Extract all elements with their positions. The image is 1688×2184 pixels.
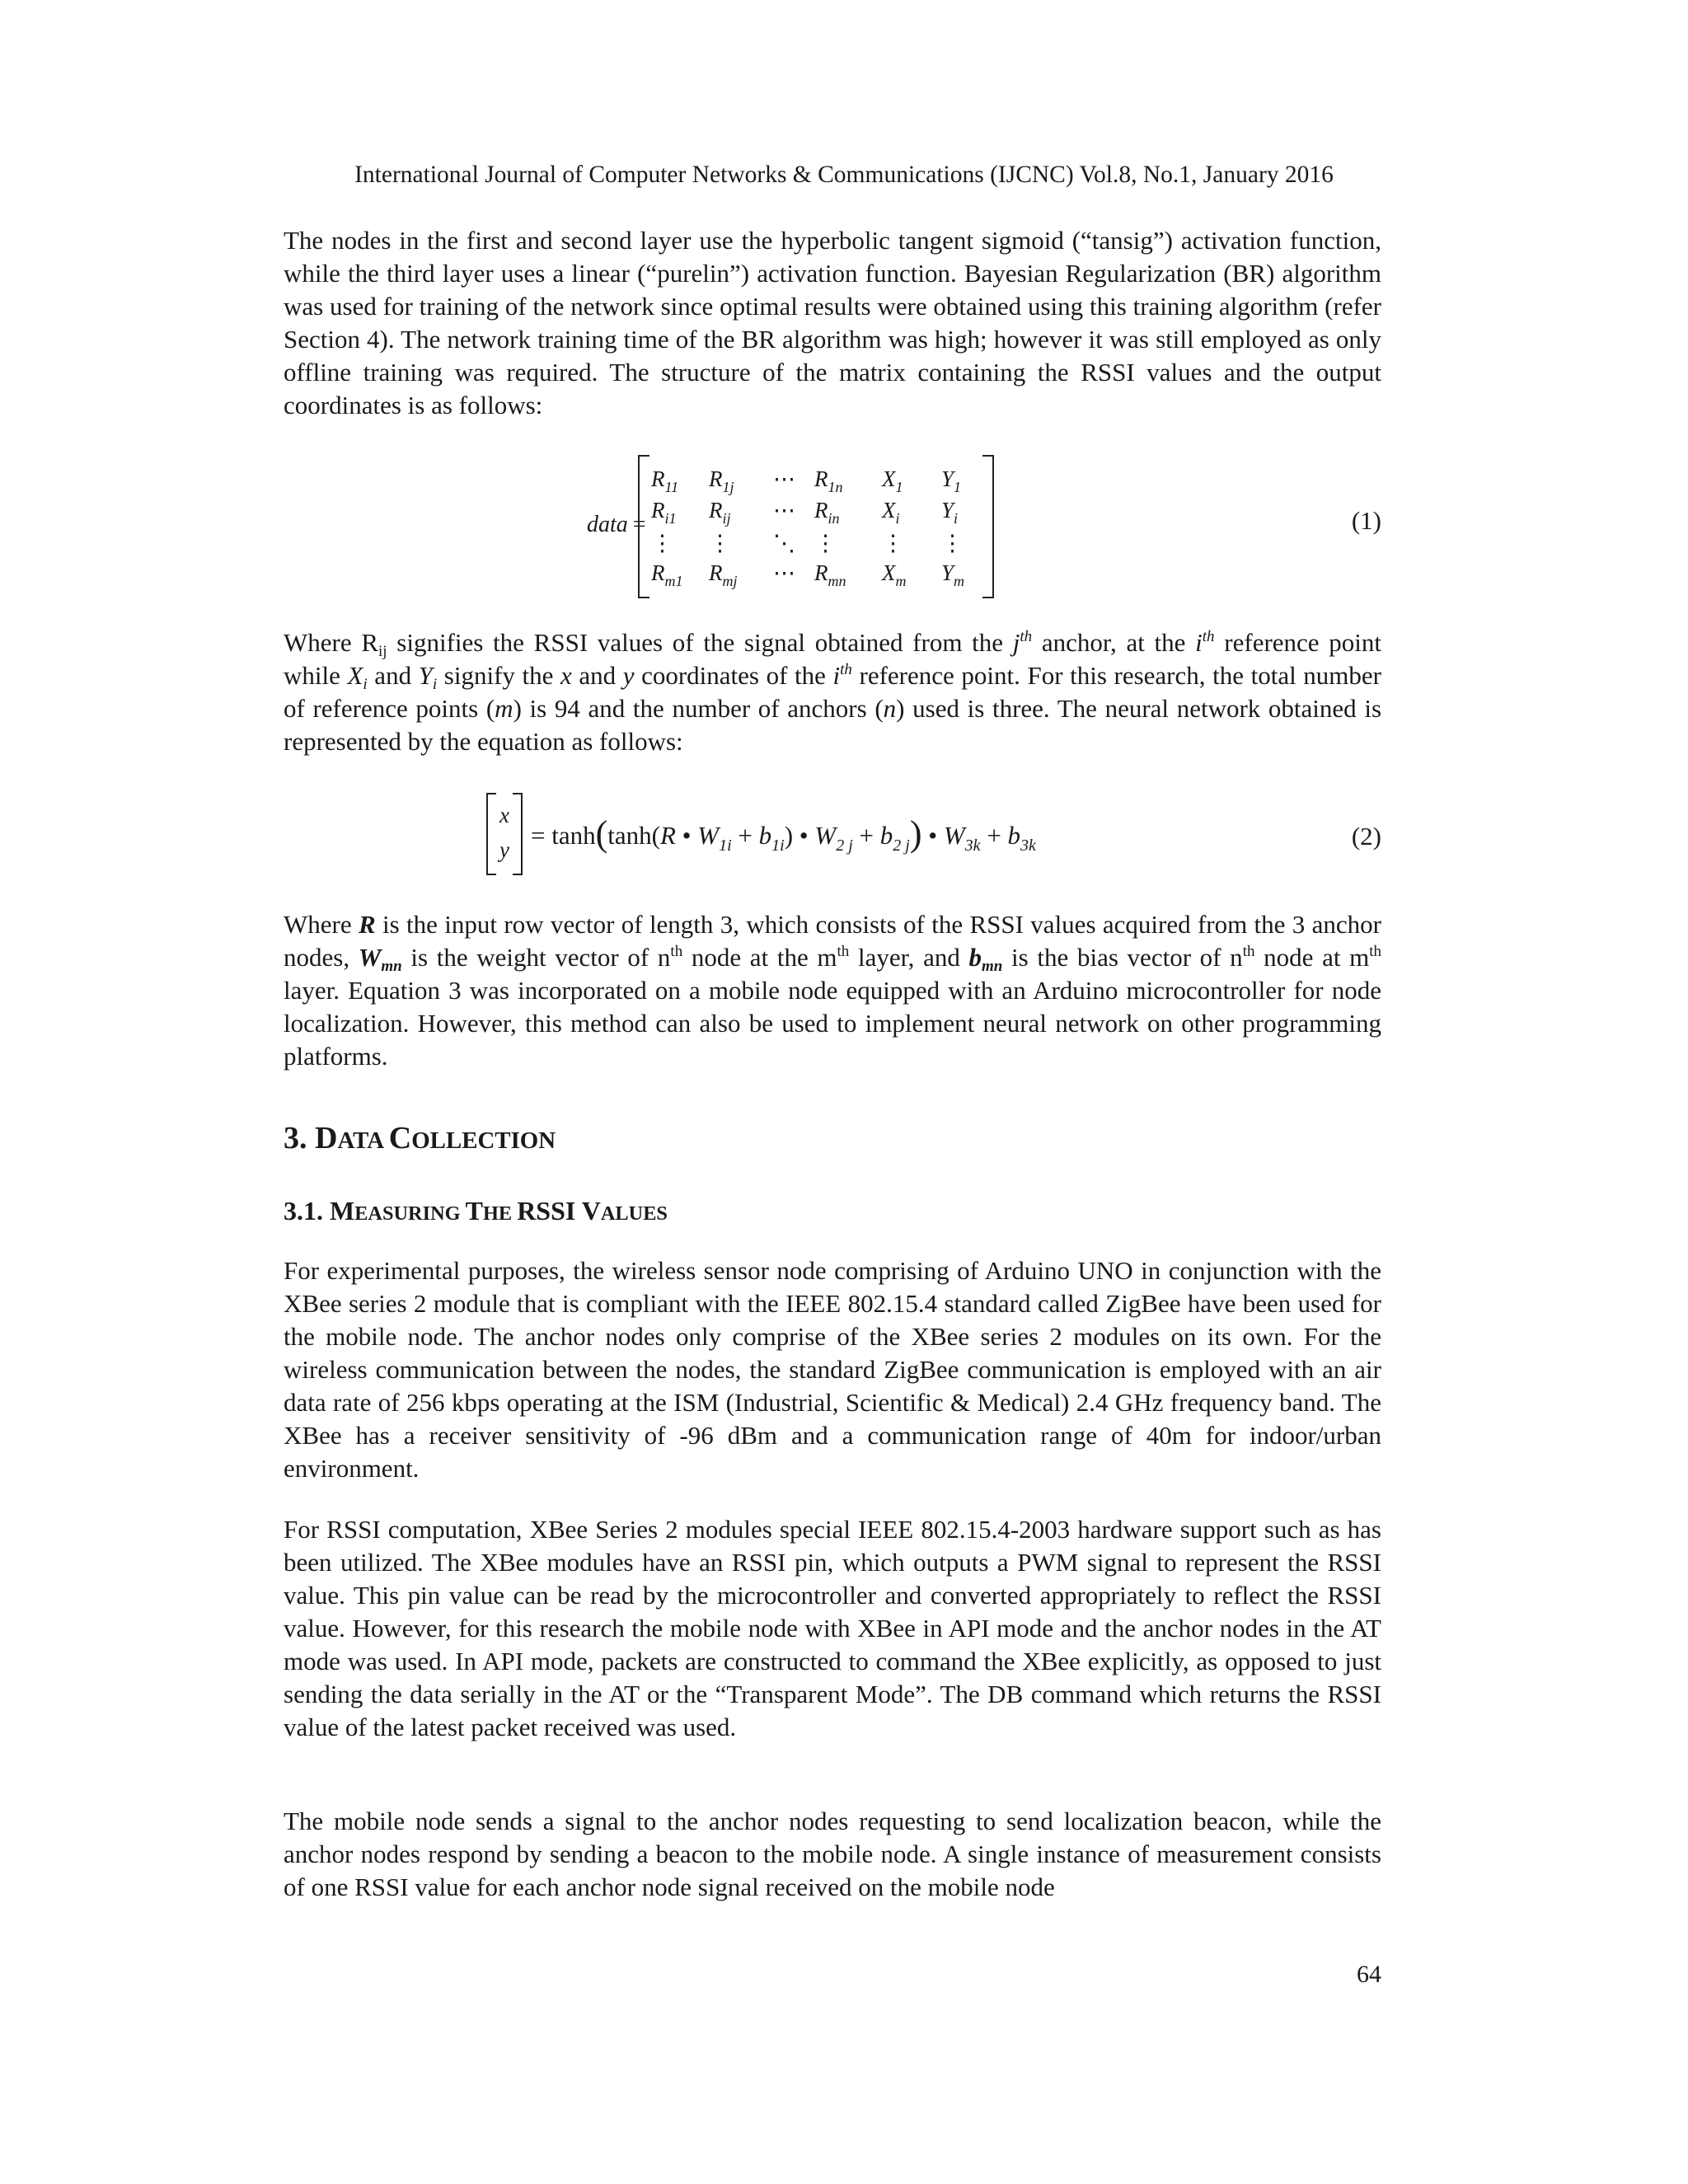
subsection-heading: 3.1. MEASURING THE RSSI VALUES: [284, 1196, 668, 1226]
matrix-cell-base: ⋯: [773, 560, 795, 585]
matrix-cell-subscript: i: [954, 510, 959, 527]
matrix-cell-base: ⋱: [773, 531, 795, 555]
matrix-cell: [709, 466, 734, 495]
matrix-cell-base: X: [882, 466, 896, 491]
equation-1-lhs-var: data: [587, 512, 628, 537]
matrix-cell-base: ⋮: [651, 531, 673, 555]
matrix-cell-base: R: [814, 498, 828, 523]
matrix-cell-base: ⋯: [773, 498, 795, 523]
page-number: 64: [1357, 1961, 1381, 1988]
matrix-cell: [814, 466, 843, 495]
matrix-cell: [773, 560, 795, 585]
matrix-cell-base: ⋮: [814, 531, 837, 555]
matrix-cell-base: R: [709, 466, 723, 491]
matrix-cell-base: R: [651, 560, 665, 585]
equation-2-rhs: = tanh(tanh(R • $W_{1i} + b_{1i}$) • $W_{2 j} + b_{2 j}$) • $W_{3k} + b_{3k}$: [531, 813, 1036, 855]
equation-1-number: (1): [1351, 506, 1381, 535]
matrix-cell-subscript: i: [895, 510, 900, 527]
matrix-cell-subscript: mj: [722, 573, 738, 589]
matrix-cell: [773, 498, 795, 523]
matrix-cell: [882, 531, 904, 555]
matrix-cell: [651, 560, 683, 589]
matrix-cell-subscript: i1: [664, 510, 677, 527]
matrix-cell-subscript: mn: [828, 573, 846, 589]
output-coordinate-vector: [486, 793, 523, 872]
matrix-cell-subscript: 1j: [722, 479, 734, 495]
matrix-cell: [941, 560, 965, 589]
matrix-cell: [882, 466, 903, 495]
matrix-cell: [814, 498, 840, 527]
matrix-right-bracket: [982, 455, 994, 598]
matrix-cell-subscript: m1: [664, 573, 683, 589]
matrix-cell: [814, 560, 846, 589]
matrix-cell-base: R: [709, 498, 723, 523]
equation-2-number: (2): [1351, 822, 1381, 851]
matrix-cell: [709, 560, 738, 589]
matrix-cell-base: X: [882, 560, 896, 585]
matrix-cell-subscript: 1n: [828, 479, 843, 495]
vector-x: x: [499, 803, 509, 827]
matrix-cell: [651, 531, 673, 555]
matrix-cell: [651, 466, 679, 495]
equation-1-equals: =: [632, 512, 646, 537]
paragraph-measurement-process: The mobile node sends a signal to the anchor nodes requesting to send localization beacon, while the anchor nodes respond by sending a beacon to the mobile node. A single instance of measurement consists of one RSSI value for each anchor node signal received on the mobile node: [284, 1807, 1381, 1901]
rssi-data-matrix: [638, 455, 994, 595]
paragraph-rssi-computation: For RSSI computation, XBee Series 2 modules special IEEE 802.15.4-2003 hardware support such as has been utilized. The XBee modules have an RSSI pin, which outputs a PWM signal to represent the RSSI value. This pin value can be read by the microcontroller and converted appropriately to reflect the RSSI value. However, for this research the mobile node with XBee in API mode and the anchor nodes in the AT mode was used. In API mode, packets are constructed to command the XBee explicitly, as opposed to just sending the data serially in the AT or the “Transparent Mode”. The DB command which returns the RSSI value of the latest packet received was used.: [284, 1515, 1381, 1741]
matrix-cell-base: R: [651, 498, 665, 523]
matrix-cell-base: ⋮: [941, 531, 964, 555]
matrix-cell-subscript: m: [895, 573, 907, 589]
paragraph-matrix-definition: Where $R_{ij}$ signifies the RSSI values of the signal obtained from the $j^{th}$ anchor, at the $i^{th}$ reference point while $X_i$ and $Y_i$ signify the x and y coordinates of the $i^{th}$ reference point. For this research, the total number of reference points (m) is 94 and the number of anchors (n) used is three. The neural network obtained is represented by the equation as follows:: [284, 628, 1382, 756]
matrix-cell-subscript: m: [954, 573, 965, 589]
matrix-cell-subscript: 11: [664, 479, 679, 495]
matrix-cell: [773, 466, 795, 491]
matrix-cell-base: Y: [941, 466, 954, 491]
equation-1-lhs: [587, 509, 646, 541]
paragraph-activation-functions: The nodes in the first and second layer use the hyperbolic tangent sigmoid (“tansig”) activation function, while the third layer uses a linear (“purelin”) activation function. Bayesian Regularization (BR) algorithm was used for training of the network since optimal results were obtained using this training algorithm (refer Section 4). The network training time of the BR algorithm was high; however it was still employed as only offline training was required. The structure of the matrix containing the RSSI values and the output coordinates is as follows:: [284, 226, 1381, 419]
vector-y: y: [499, 837, 509, 862]
matrix-cell: [709, 498, 731, 527]
paragraph-hardware-setup: For experimental purposes, the wireless sensor node comprising of Arduino UNO in conjunction with the XBee series 2 module that is compliant with the IEEE 802.15.4 standard called ZigBee have been used for the mobile node. The anchor nodes only comprise of the XBee series 2 modules on its own. For the wireless communication between the nodes, the standard ZigBee communication is employed with an air data rate of 256 kbps operating at the ISM (Industrial, Scientific & Medical) 2.4 GHz frequency band. The XBee has a receiver sensitivity of -96 dBm and a communication range of 40m for indoor/urban environment.: [284, 1256, 1381, 1483]
matrix-cell-base: Y: [941, 498, 954, 523]
matrix-cell-base: R: [651, 466, 665, 491]
matrix-left-bracket: [638, 455, 649, 598]
matrix-cell-subscript: 1: [954, 479, 962, 495]
matrix-cell: [941, 498, 959, 527]
section-heading: 3. DATA COLLECTION: [284, 1121, 556, 1155]
matrix-cell-base: Y: [941, 560, 954, 585]
matrix-cell: [941, 531, 964, 555]
matrix-cell-base: ⋮: [709, 531, 731, 555]
matrix-cell: [882, 560, 907, 589]
matrix-cell-base: X: [882, 498, 896, 523]
running-header: International Journal of Computer Networks & Communications (IJCNC) Vol.8, No.1, January 2016: [354, 162, 1334, 188]
matrix-cell: [882, 498, 900, 527]
matrix-cell: [773, 531, 795, 555]
matrix-cell-base: R: [709, 560, 723, 585]
paragraph-equation-variables: Where R is the input row vector of length 3, which consists of the RSSI values acquired from the 3 anchor nodes, $W_{mn}$ is the weight vector of $n^{th}$ node at the $m^{th}$ layer, and $b_{mn}$ is the bias vector of $n^{th}$ node at $m^{th}$ layer. Equation 3 was incorporated on a mobile node equipped with an Arduino microcontroller for node localization. However, this method can also be used to implement neural network on other programming platforms.: [284, 910, 1382, 1071]
matrix-cell: [709, 531, 731, 555]
matrix-cell-base: R: [814, 560, 828, 585]
matrix-cell-base: ⋯: [773, 466, 795, 491]
matrix-cell: [651, 498, 677, 527]
matrix-cell-subscript: 1: [895, 479, 903, 495]
matrix-cell-base: ⋮: [882, 531, 904, 555]
matrix-cell-subscript: ij: [722, 510, 731, 527]
matrix-cell: [941, 466, 962, 495]
matrix-cell-subscript: in: [828, 510, 840, 527]
matrix-cell-base: R: [814, 466, 828, 491]
matrix-cell: [814, 531, 837, 555]
